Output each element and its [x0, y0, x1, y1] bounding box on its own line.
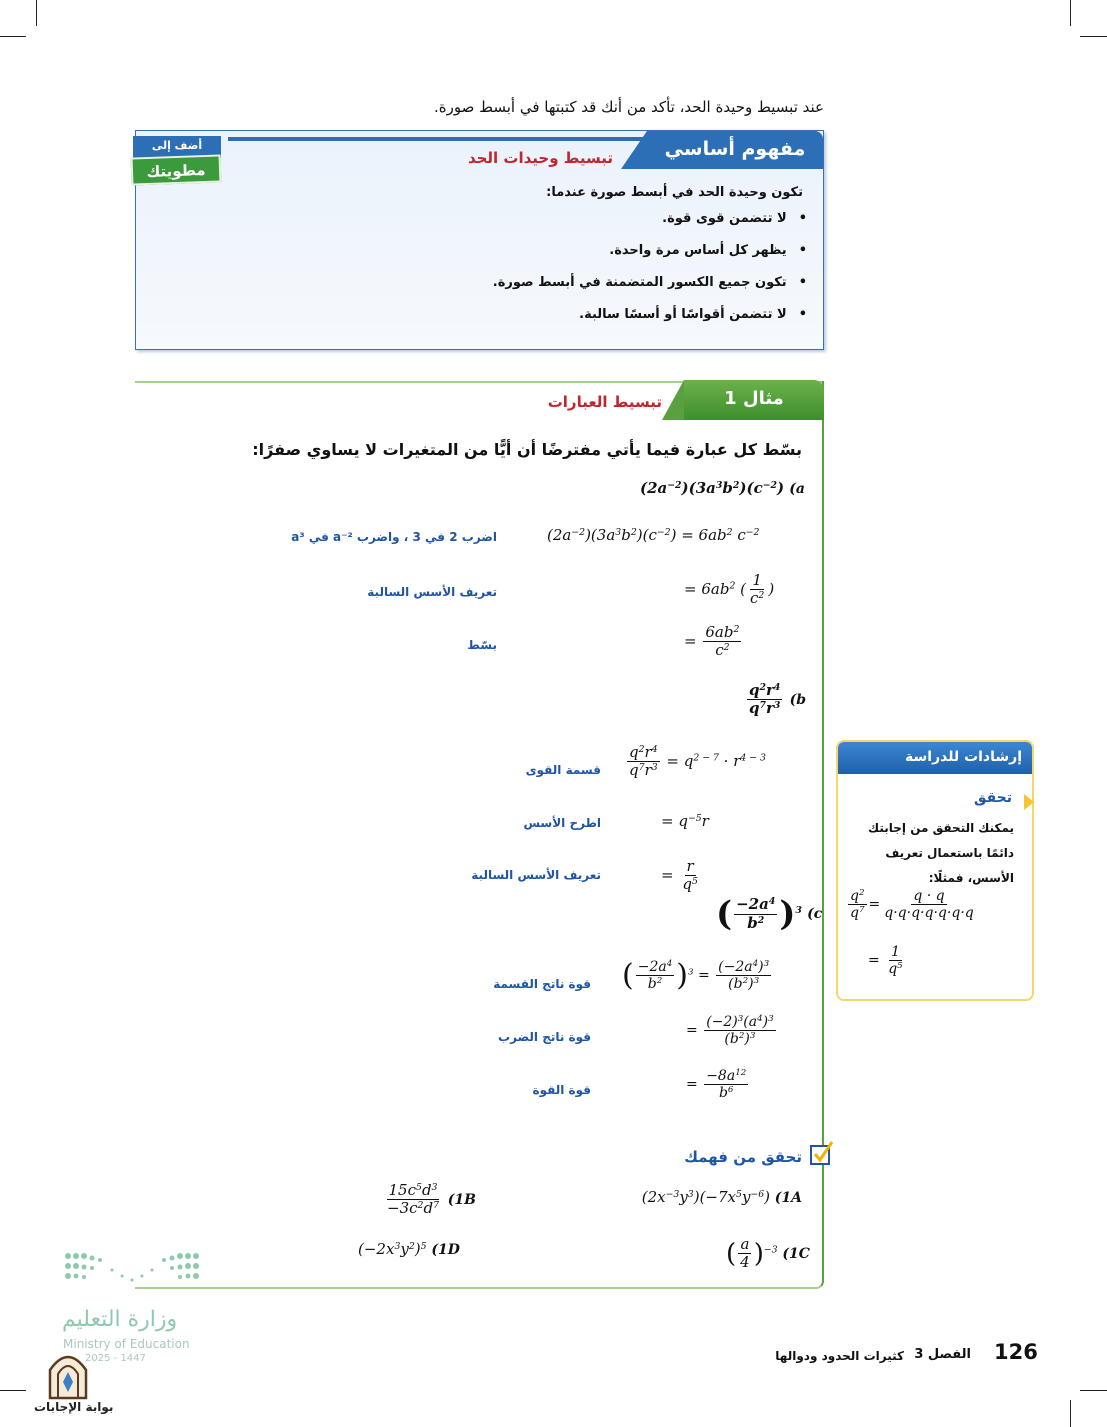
label-1A: (1A [774, 1190, 802, 1206]
study-tips-header: إرشادات للدراسة [838, 742, 1032, 774]
list-item: • يظهر كل أساس مرة واحدة. [493, 235, 807, 267]
part-b-label: (b [789, 691, 807, 708]
crop-mark [1070, 1400, 1071, 1427]
note-a-2: تعريف الأسس السالبة [367, 585, 497, 599]
concept-intro: تكون وحيدة الحد في أبسط صورة عندما: [546, 185, 803, 200]
tag-bottom: مطويتك [131, 154, 222, 185]
checkmark-icon [810, 1140, 832, 1164]
ministry-name-en: Ministry of Education [63, 1337, 190, 1351]
ministry-year: 2025 - 1447 [85, 1353, 146, 1364]
list-item: • تكون جميع الكسور المتضمنة في أبسط صورة. [493, 267, 807, 299]
crop-mark [0, 36, 26, 37]
foldable-tag [131, 136, 223, 186]
list-item: • لا تتضمن أقواسًا أو أسسًا سالبة. [493, 299, 807, 331]
chapter-number: الفصل 3 [914, 1347, 971, 1362]
example-title: تبسيط العبارات [547, 393, 662, 411]
exercise-1C: ( $\frac{a}{4}$ )$^{-3}$ (1C [726, 1235, 810, 1272]
part-b-problem: $\frac{q^2r^4}{q^7r^3}$ (b [749, 681, 807, 718]
part-c-step-1: ( $\frac{-2a^4}{b^2}$ )$^3$ = $\frac{(-2a^4)^3}{(b^2)^3}$ [622, 958, 770, 993]
note-a-3: بسّط [467, 638, 497, 652]
header-stripe [228, 137, 647, 141]
exercise-1D: $(-2x^3y^2)^5$ (1D [358, 1240, 460, 1258]
study-tips-text: يمكنك التحقق من إجابتك دائمًا باستعمال تعريف الأسس، فمثلًا: [868, 821, 1014, 885]
study-tips-box [836, 740, 1034, 1001]
note-c-1: قوة ناتج القسمة [493, 977, 591, 991]
part-c-problem: ( $\frac{-2a^4}{b^2}$ )$^3$ (c [716, 894, 823, 934]
part-a-label: (a [789, 481, 805, 497]
key-concept-box [135, 130, 824, 350]
portal-name: بوابة الإجابات [34, 1400, 114, 1414]
example-instruction: بسّط كل عبارة فيما يأتي مفترضًا أن أيًّا من المتغيرات لا يساوي صفرًا: [252, 440, 802, 459]
note-a-1: اضرب 2 في 3 ، واضرب a⁻² في a³ [291, 530, 497, 544]
part-b-step-2: = $q^{-5}r$ [661, 812, 709, 830]
concept-header: مفهوم أساسي [647, 131, 823, 169]
note-b-2: اطرح الأسس [523, 816, 601, 830]
list-item: • لا تتضمن قوى قوة. [493, 203, 807, 235]
study-tips-subheader: تحقق [973, 790, 1012, 806]
part-a-problem: $(2a^{-2})(3a^3b^2)(c^{-2})$ (a [639, 479, 805, 497]
top-note: عند تبسيط وحيدة الحد، تأكد من أنك قد كتبتها في أبسط صورة. [434, 98, 824, 116]
part-c-step-2: = $\frac{(-2)^3(a^4)^3}{(b^2)^3}$ [686, 1014, 774, 1048]
part-a-step-2: = $6ab^2$ ( $\frac{1}{c^2}$ ) [684, 571, 775, 608]
ministry-name-ar: وزارة التعليم [62, 1307, 178, 1332]
part-c-step-3: = $\frac{-8a^{12}}{b^6}$ [686, 1068, 747, 1102]
note-b-3: تعريف الأسس السالبة [471, 868, 601, 882]
study-tips-formula-1: $\frac{q^2}{q^7}$ = $\frac{q \cdot q}{q\cdot q\cdot q\cdot q\cdot q\cdot q\cdot q}$ [850, 888, 974, 922]
part-a-step-1: $(2a^{-2})(3a^3b^2)(c^{-2}) = 6ab^2$ $c^{-2}$ [547, 526, 760, 544]
crop-mark [0, 1390, 26, 1391]
portal-logo [46, 1350, 90, 1400]
note-c-3: قوة القوة [532, 1083, 591, 1097]
ministry-logo [62, 1250, 202, 1290]
note-c-2: قوة ناتج الضرب [498, 1030, 591, 1044]
crop-mark [1080, 36, 1107, 37]
chapter-title: كثيرات الحدود ودوالها [775, 1349, 904, 1363]
part-b-step-3: = $\frac{r}{q^5}$ [661, 857, 698, 894]
part-b-step-1: $\frac{q^2r^4}{q^7r^3}$ = $q^{2 - 7} \cdot r^{4 - 3}$ [629, 743, 766, 780]
crop-mark [1070, 0, 1071, 26]
study-tips-formula-2: = $\frac{1}{q^5}$ [868, 944, 903, 978]
example-header: مثال 1 [684, 380, 824, 420]
check-title: تحقق من فهمك [684, 1148, 802, 1166]
exercise-1A: $(2x^{-3}y^3)(-7x^5y^{-6})$ (1A [641, 1188, 802, 1206]
crop-mark [1080, 1390, 1107, 1391]
part-a-step-3: = $\frac{6ab^2}{c^2}$ [684, 623, 740, 660]
crop-mark [36, 0, 37, 26]
page-number: 126 [994, 1340, 1038, 1364]
concept-list [493, 203, 807, 331]
concept-title: تبسيط وحيدات الحد [467, 149, 613, 167]
exercise-1B: $\frac{15c^5d^3}{-3c^2d^7}$ (1B [387, 1181, 476, 1218]
part-c-label: (c [807, 906, 823, 922]
label-1C: (1C [782, 1245, 810, 1262]
label-1D: (1D [431, 1242, 460, 1258]
tag-top: أضف إلى [133, 136, 221, 158]
note-b-1: قسمة القوى [525, 763, 601, 777]
label-1B: (1B [447, 1191, 476, 1208]
